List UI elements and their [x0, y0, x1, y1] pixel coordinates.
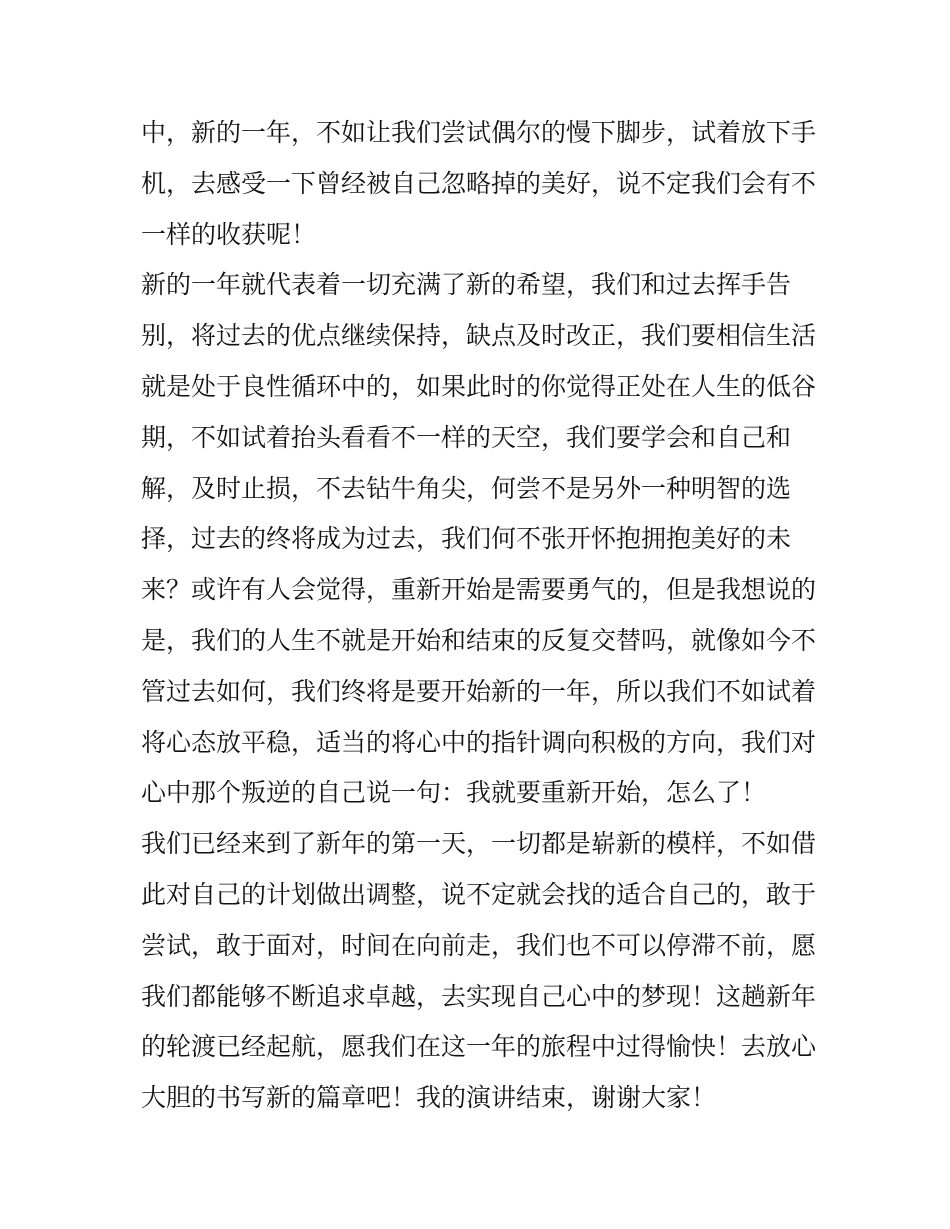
text-line: 择，过去的终将成为过去，我们何不张开怀抱拥抱美好的未 [141, 524, 792, 554]
text-line: 新的一年就代表着一切充满了新的希望，我们和过去挥手告 [141, 270, 792, 300]
text-line: 的轮渡已经起航，愿我们在这一年的旅程中过得愉快！去放心 [141, 1032, 817, 1062]
text-line: 管过去如何，我们终将是要开始新的一年，所以我们不如试着 [141, 676, 817, 706]
text-line: 心中那个叛逆的自己说一句：我就要重新开始，怎么了！ [141, 778, 767, 808]
body-text [141, 108, 821, 1124]
text-line: 我们都能够不断追求卓越，去实现自己心中的梦现！这趟新年 [141, 981, 817, 1011]
text-line: 大胆的书写新的篇章吧！我的演讲结束，谢谢大家！ [141, 1083, 717, 1113]
text-line: 来？或许有人会觉得，重新开始是需要勇气的，但是我想说的 [141, 575, 817, 605]
text-line: 期，不如试着抬头看看不一样的天空，我们要学会和自己和 [141, 422, 792, 452]
text-line: 尝试，敢于面对，时间在向前走，我们也不可以停滞不前，愿 [141, 930, 817, 960]
text-line: 中，新的一年，不如让我们尝试偶尔的慢下脚步，试着放下手 [141, 118, 817, 147]
text-line: 此对自己的计划做出调整，说不定就会找的适合自己的，敢于 [141, 879, 817, 909]
text-line: 就是处于良性循环中的，如果此时的你觉得正处在人生的低谷 [141, 371, 817, 401]
text-line: 别，将过去的优点继续保持，缺点及时改正，我们要相信生活 [141, 321, 817, 351]
text-line: 我们已经来到了新年的第一天，一切都是崭新的模样，不如借 [141, 829, 817, 859]
text-line: 一样的收获呢！ [141, 219, 317, 249]
text-line: 将心态放平稳，适当的将心中的指针调向积极的方向，我们对 [141, 727, 817, 757]
text-line: 是，我们的人生不就是开始和结束的反复交替吗，就像如今不 [141, 625, 817, 655]
text-line: 解，及时止损，不去钻牛角尖，何尝不是另外一种明智的选 [141, 473, 792, 503]
text-line: 机，去感受一下曾经被自己忽略掉的美好，说不定我们会有不 [141, 168, 817, 198]
